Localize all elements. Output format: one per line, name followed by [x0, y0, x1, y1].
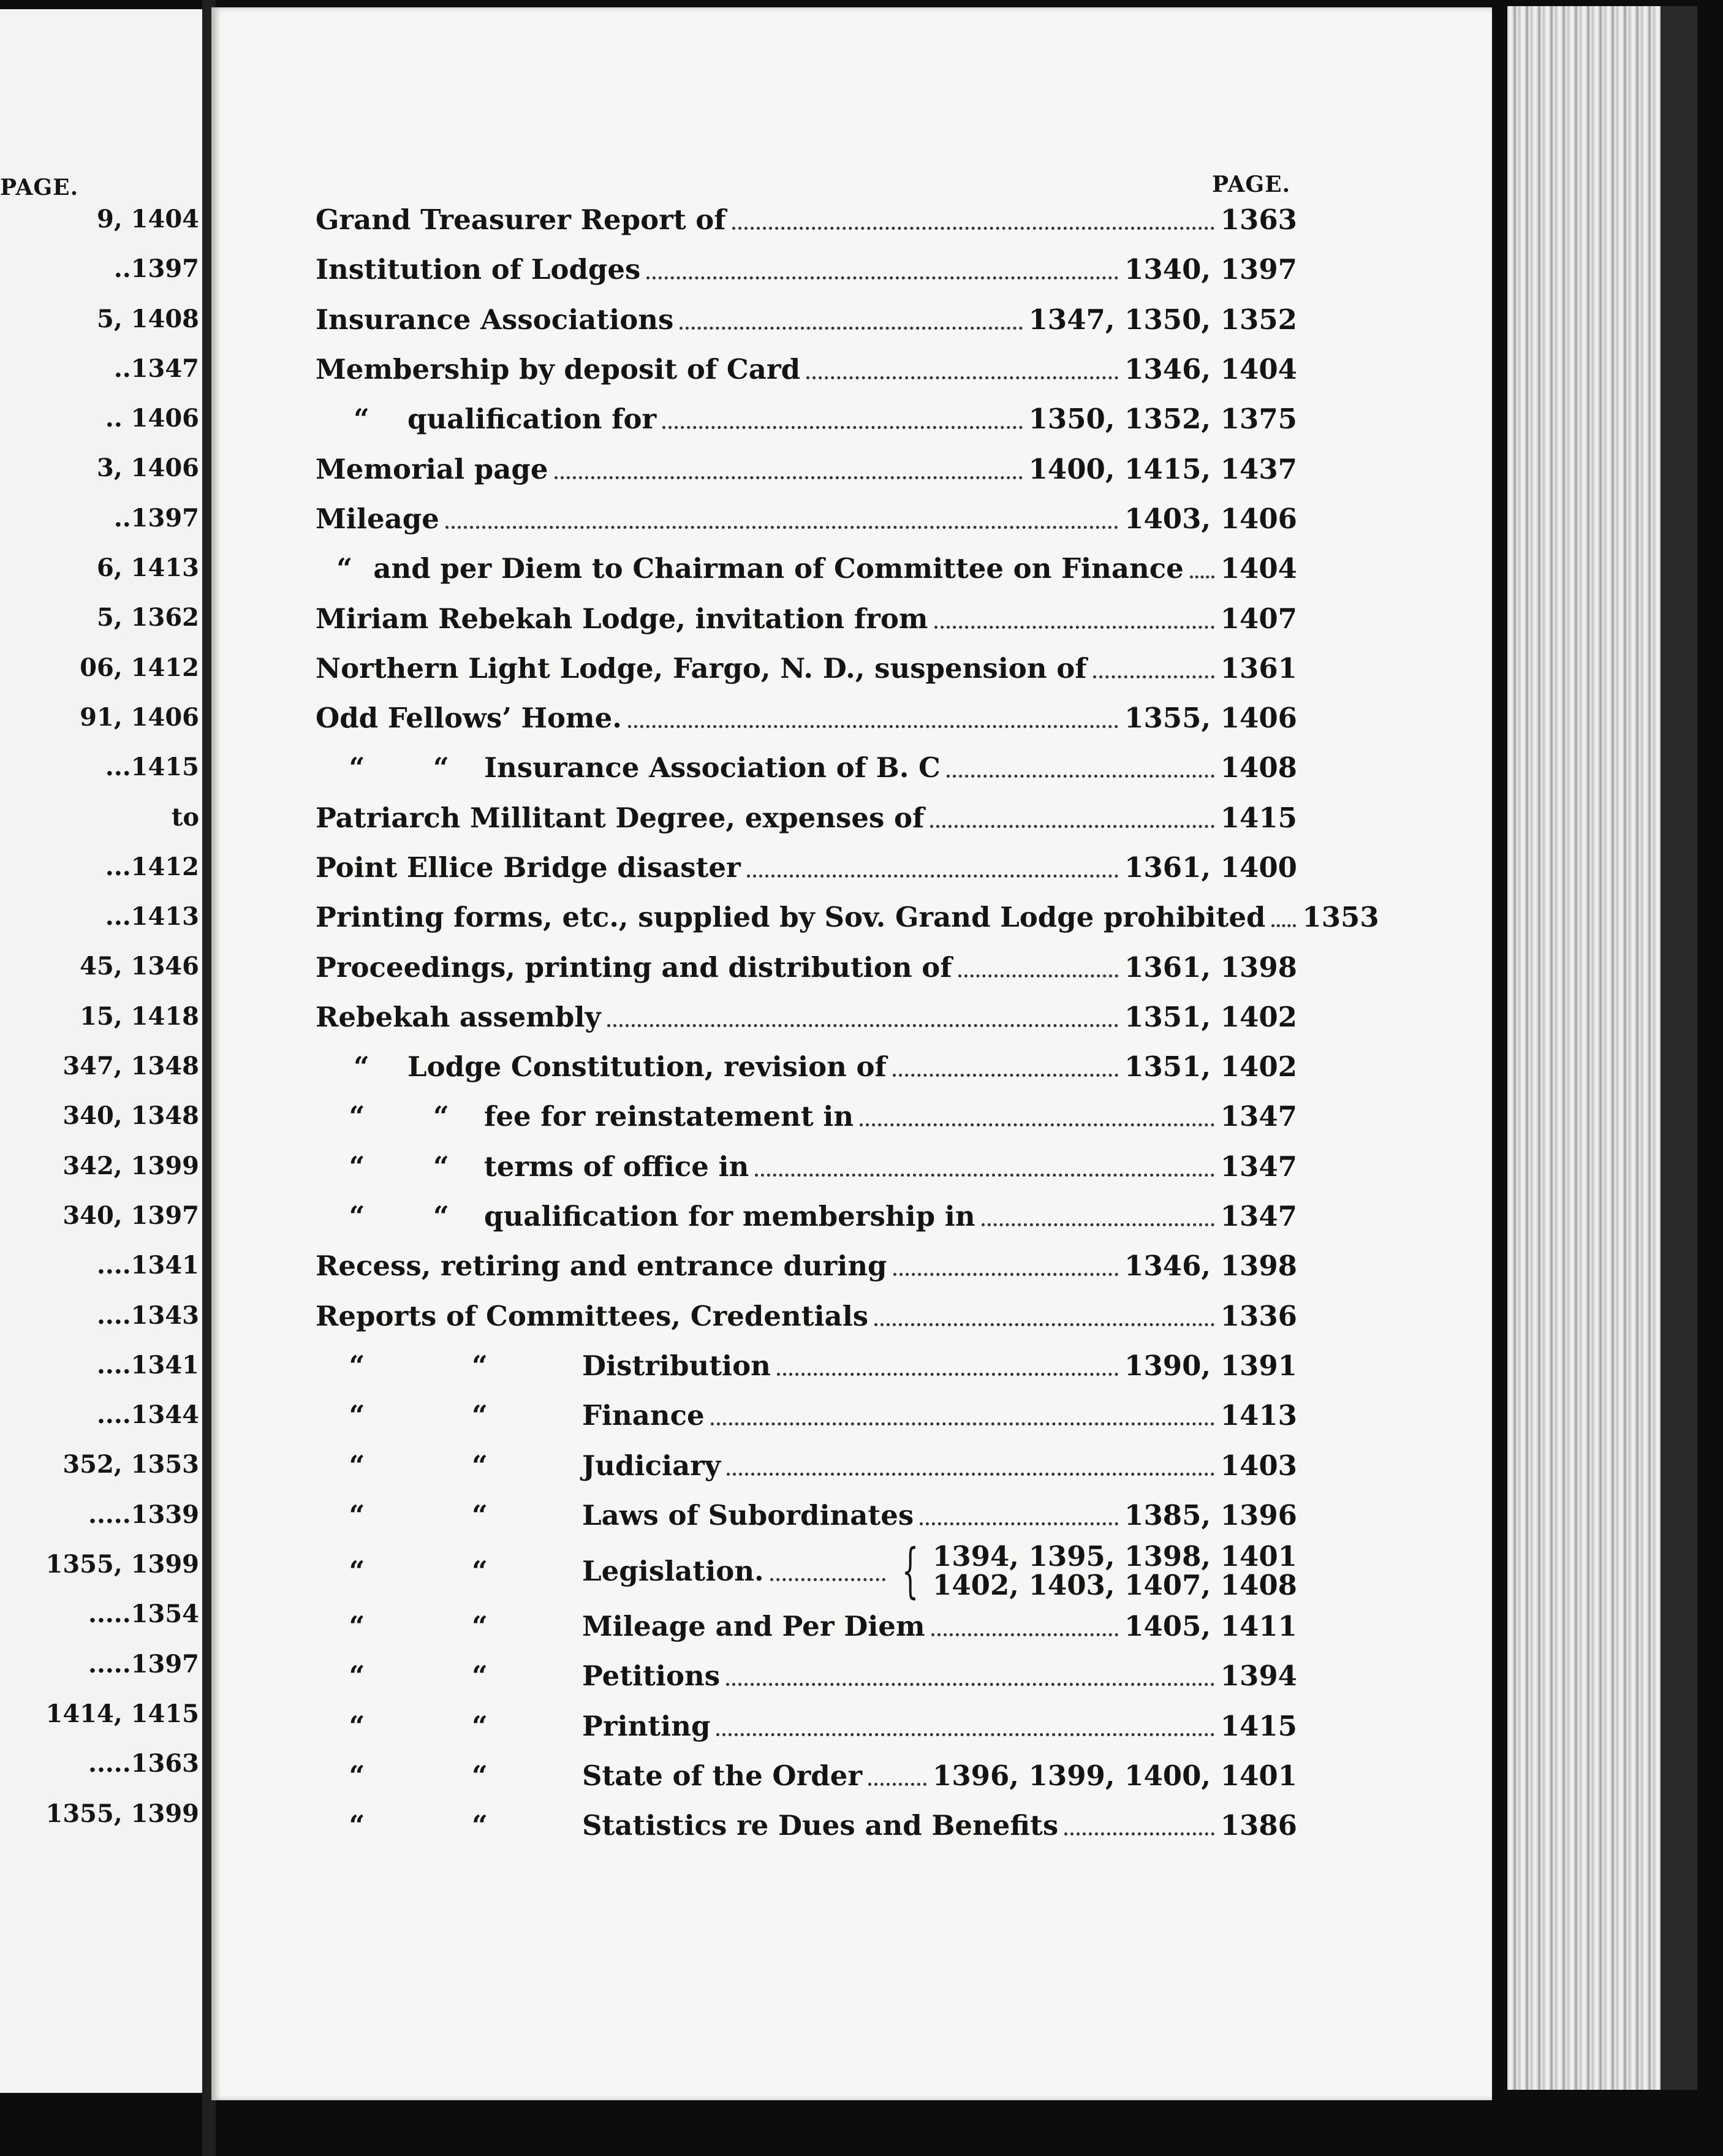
entry-pages: 1405, 1411 [1124, 1610, 1297, 1643]
ditto-mark: “ [349, 1399, 365, 1432]
entry-title: Memorial page [316, 452, 548, 485]
entry-title: Grand Treasurer Report of [316, 203, 726, 237]
ditto-mark: “ [349, 1150, 365, 1183]
entry-pages: 1415 [1220, 801, 1297, 834]
dot-leader [716, 1733, 1214, 1736]
dot-leader [726, 1683, 1214, 1686]
ditto-mark: “ [336, 552, 353, 585]
entry-pages: 1361, 1400 [1124, 851, 1297, 884]
index-entry [316, 394, 1297, 444]
entry-pages-line: 1394, 1395, 1398, 1401 [933, 1539, 1297, 1573]
index-entry [316, 693, 1297, 743]
entry-pages: 1347, 1350, 1352 [1028, 303, 1297, 336]
entry-pages: 1400, 1415, 1437 [1028, 452, 1297, 485]
left-page-ref: 352, 1353 [62, 1450, 199, 1479]
entry-title: fee for reinstatement in [484, 1100, 854, 1133]
ditto-mark: “ [349, 751, 365, 784]
left-page-column [0, 204, 199, 1848]
entry-pages: 1396, 1399, 1400, 1401 [933, 1759, 1297, 1793]
left-page-ref: 91, 1406 [80, 702, 199, 732]
dot-leader [607, 1024, 1119, 1027]
ditto-mark: “ [472, 1759, 488, 1793]
dot-leader [860, 1123, 1214, 1126]
entry-pages: 1403 [1220, 1449, 1297, 1482]
index-entry [316, 295, 1297, 344]
left-page-ref: ....1343 [96, 1300, 199, 1330]
entry-pages: 1413 [1220, 1399, 1297, 1432]
left-page-ref: .. 1406 [105, 404, 199, 433]
ditto-mark: “ [472, 1709, 488, 1742]
left-page-ref: 340, 1397 [62, 1201, 199, 1230]
index-entry [316, 1490, 1297, 1540]
ditto-mark: “ [349, 1809, 365, 1842]
dot-leader [1064, 1832, 1214, 1835]
left-page-ref: 5, 1408 [96, 304, 199, 333]
index-entry [316, 245, 1297, 294]
dot-leader [806, 376, 1118, 379]
dot-leader [680, 327, 1022, 330]
entry-title: Insurance Association of B. C [484, 751, 941, 784]
index-entry [316, 1191, 1297, 1241]
entry-title: Rebekah assembly [316, 1000, 601, 1033]
ditto-mark: “ [354, 1050, 369, 1084]
index-entry [316, 1042, 1297, 1091]
entry-pages: 1347 [1220, 1100, 1297, 1133]
ditto-mark: “ [472, 1498, 488, 1532]
entry-pages: 1385, 1396 [1124, 1498, 1297, 1532]
ditto-mark: “ [349, 1610, 365, 1643]
left-page-ref: ...1412 [105, 852, 199, 881]
index-entry [316, 1391, 1297, 1440]
dot-leader [931, 1633, 1119, 1636]
dot-leader [868, 1783, 926, 1786]
dot-leader [662, 426, 1022, 429]
index-entry [316, 1536, 1297, 1606]
ditto-mark: “ [349, 1349, 365, 1382]
entry-title: Miriam Rebekah Lodge, invitation from [316, 602, 928, 635]
dot-leader [947, 775, 1214, 778]
dot-leader [747, 875, 1118, 878]
entry-pages: 1390, 1391 [1124, 1349, 1297, 1382]
left-page-ref: 3, 1406 [96, 454, 199, 483]
index-entry [316, 593, 1297, 643]
left-page-ref: 342, 1399 [62, 1151, 199, 1180]
index-entry [316, 494, 1297, 544]
entry-pages: 1346, 1404 [1124, 353, 1297, 386]
entry-pages: 1347 [1220, 1150, 1297, 1183]
ditto-mark: “ [433, 1100, 449, 1133]
entry-title: Laws of Subordinates [582, 1498, 914, 1532]
entry-pages: 1351, 1402 [1124, 1050, 1297, 1084]
index-entry [316, 1440, 1297, 1490]
entry-pages: 1415 [1220, 1709, 1297, 1742]
entry-title: Proceedings, printing and distribution of [316, 951, 952, 984]
left-page-ref: .....1354 [88, 1600, 199, 1629]
ditto-mark: “ [349, 1498, 365, 1532]
ditto-mark: “ [349, 1709, 365, 1742]
entry-title: Lodge Constitution, revision of [407, 1050, 887, 1084]
ditto-mark: “ [433, 1150, 449, 1183]
index-entry [316, 1751, 1297, 1801]
index-entry [316, 992, 1297, 1042]
ditto-mark: “ [349, 1449, 365, 1482]
index-entry [316, 942, 1297, 992]
dot-leader [555, 476, 1023, 479]
dot-leader [646, 276, 1118, 279]
left-page-ref: ..1397 [113, 503, 199, 533]
index-entry [316, 195, 1297, 245]
entry-pages: 1347 [1220, 1200, 1297, 1233]
entry-pages: 1361 [1220, 651, 1297, 685]
dot-leader [893, 1273, 1119, 1276]
ditto-mark: “ [472, 1660, 488, 1693]
entry-title: Mileage and Per Diem [582, 1610, 925, 1643]
left-page-ref: 347, 1348 [62, 1052, 199, 1081]
entry-title: Odd Fellows’ Home. [316, 702, 622, 735]
entry-pages: 1336 [1220, 1299, 1297, 1332]
entry-title: Mileage [316, 502, 439, 535]
left-page-ref: ...1415 [105, 753, 199, 782]
entry-title: terms of office in [484, 1150, 749, 1183]
entry-title: Statistics re Dues and Benefits [582, 1809, 1059, 1842]
left-page-ref: ....1344 [96, 1400, 199, 1430]
entry-title: Recess, retiring and entrance during [316, 1250, 887, 1283]
dot-leader [958, 974, 1119, 977]
dot-leader [628, 725, 1118, 728]
index-entry [316, 444, 1297, 493]
entry-pages: 1408 [1220, 751, 1297, 784]
dot-leader [711, 1422, 1214, 1425]
ditto-mark: “ [349, 1759, 365, 1793]
entry-title: State of the Order [582, 1759, 863, 1793]
index-entries [316, 195, 1379, 1851]
entry-pages [933, 1539, 1297, 1602]
left-page-ref: 340, 1348 [62, 1101, 199, 1131]
dot-leader [732, 227, 1214, 230]
entry-pages: 1404 [1220, 552, 1297, 585]
ditto-mark: “ [472, 1349, 488, 1382]
brace-icon: { [901, 1536, 919, 1606]
entry-title: qualification for [407, 403, 657, 436]
entry-title: Institution of Lodges [316, 253, 641, 286]
dot-leader [982, 1223, 1214, 1226]
left-page-ref: 06, 1412 [80, 653, 199, 682]
entry-pages: 1346, 1398 [1124, 1250, 1297, 1283]
left-page-ref: 6, 1413 [96, 553, 199, 583]
entry-title: Legislation. [582, 1554, 764, 1587]
ditto-mark: “ [349, 1200, 365, 1233]
left-page-ref: 9, 1404 [96, 205, 199, 233]
dot-leader [1271, 924, 1296, 927]
index-entry [316, 544, 1297, 593]
index-entry [316, 643, 1297, 693]
left-page-ref: 5, 1362 [96, 603, 199, 632]
entry-pages-line: 1402, 1403, 1407, 1408 [933, 1569, 1297, 1602]
ditto-mark: “ [472, 1809, 488, 1842]
dot-leader [445, 526, 1118, 529]
dot-leader [770, 1578, 885, 1581]
left-page [0, 9, 211, 2093]
entry-title: Northern Light Lodge, Fargo, N. D., suspension of [316, 651, 1087, 685]
dot-leader [874, 1323, 1214, 1326]
entry-title: Distribution [582, 1349, 771, 1382]
left-page-ref: ...1413 [105, 902, 199, 932]
entry-pages: 1363 [1220, 203, 1297, 237]
entry-pages: 1351, 1402 [1124, 1000, 1297, 1033]
entry-title: and per Diem to Chairman of Committee on Finance [373, 552, 1184, 585]
index-entry [316, 1341, 1297, 1391]
index-entry [316, 892, 1379, 942]
ditto-mark: “ [433, 1200, 449, 1233]
ditto-mark: “ [472, 1399, 488, 1432]
index-entry [316, 843, 1297, 892]
index-entry [316, 1651, 1297, 1701]
left-page-ref: ..1347 [113, 354, 199, 383]
index-entry [316, 1241, 1297, 1291]
left-page-ref: ....1341 [96, 1251, 199, 1280]
index-entry [316, 743, 1297, 792]
dot-leader [777, 1373, 1118, 1376]
cover-edge [1661, 6, 1697, 2090]
entry-pages: 1394 [1220, 1660, 1297, 1693]
left-page-ref: .....1397 [88, 1649, 199, 1679]
index-entry [316, 1142, 1297, 1191]
dot-leader [1093, 675, 1214, 678]
ditto-mark: “ [472, 1449, 488, 1482]
ditto-mark: “ [354, 403, 369, 436]
ditto-mark: “ [349, 1554, 365, 1587]
entry-title: Printing [582, 1709, 711, 1742]
entry-title: qualification for membership in [484, 1200, 975, 1233]
dot-leader [930, 825, 1214, 828]
ditto-mark: “ [472, 1610, 488, 1643]
dot-leader [920, 1522, 1118, 1525]
entry-pages: 1386 [1220, 1809, 1297, 1842]
ditto-mark: “ [472, 1554, 488, 1587]
left-page-ref: ..1397 [113, 254, 199, 284]
index-entry [316, 1091, 1297, 1141]
entry-pages: 1361, 1398 [1124, 951, 1297, 984]
dot-leader [755, 1174, 1214, 1177]
ditto-mark: “ [349, 1660, 365, 1693]
entry-title: Insurance Associations [316, 303, 674, 336]
entry-title: Judiciary [582, 1449, 721, 1482]
left-page-ref: 15, 1418 [80, 1001, 199, 1031]
index-entry [316, 1291, 1297, 1341]
entry-title: Membership by deposit of Card [316, 353, 801, 386]
index-entry [316, 793, 1297, 843]
entry-pages: 1403, 1406 [1124, 502, 1297, 535]
entry-title: Printing forms, etc., supplied by Sov. Grand Lodge prohibited [316, 901, 1266, 934]
left-page-ref: 1355, 1399 [45, 1550, 199, 1579]
left-page-ref: 1414, 1415 [45, 1699, 199, 1728]
left-page-ref: 45, 1346 [80, 952, 199, 981]
ditto-mark: “ [433, 751, 449, 784]
entry-title: Patriarch Millitant Degree, expenses of [316, 801, 925, 834]
entry-title: Point Ellice Bridge disaster [316, 851, 741, 884]
index-entry [316, 1701, 1297, 1751]
entry-title: Petitions [582, 1660, 721, 1693]
left-page-ref: ....1341 [96, 1350, 199, 1380]
left-page-ref: .....1363 [88, 1749, 199, 1778]
entry-pages: 1407 [1220, 602, 1297, 635]
left-page-ref: .....1339 [88, 1500, 199, 1529]
index-entry [316, 1601, 1297, 1651]
index-entry [316, 344, 1297, 394]
entry-pages: 1353 [1302, 901, 1379, 934]
entry-pages: 1350, 1352, 1375 [1028, 403, 1297, 436]
page-column-header: PAGE. [1212, 172, 1291, 197]
dot-leader [1190, 575, 1214, 579]
dot-leader [727, 1473, 1214, 1476]
ditto-mark: “ [349, 1100, 365, 1133]
left-page-ref: to [171, 802, 199, 832]
dot-leader [934, 626, 1214, 629]
left-page-ref: 1355, 1399 [45, 1799, 199, 1828]
index-entry [316, 1801, 1297, 1850]
entry-title: Reports of Committees, Credentials [316, 1299, 869, 1332]
entry-title: Finance [582, 1399, 705, 1432]
entry-pages: 1355, 1406 [1124, 702, 1297, 735]
left-page-header: PAGE. [0, 175, 79, 200]
dot-leader [893, 1074, 1118, 1077]
entry-pages: 1340, 1397 [1124, 253, 1297, 286]
